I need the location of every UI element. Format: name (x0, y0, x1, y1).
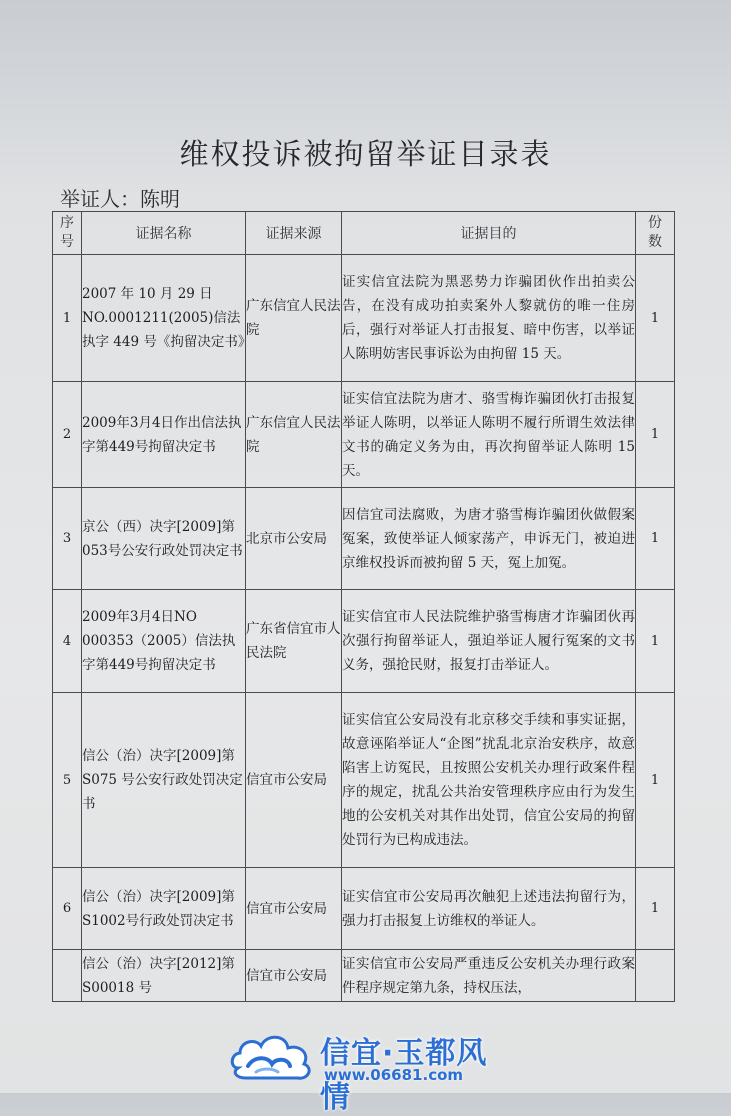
row-copies: 1 (636, 868, 675, 950)
row-evidence-source: 广东省信宜市人民法院 (246, 590, 342, 693)
header-copies-line2: 数 (648, 234, 662, 250)
row-evidence-name: 信公（治）决字[2009]第S1002号行政处罚决定书 (82, 868, 246, 950)
row-evidence-source: 广东信宜人民法院 (246, 382, 342, 488)
header-copies-line1: 份 (648, 215, 662, 231)
table-row (53, 382, 675, 488)
table-header-row (53, 212, 675, 255)
header-index-line2: 号 (60, 234, 74, 250)
watermark-text: 信宜·玉都风情 (320, 1036, 488, 1115)
row-copies: 1 (636, 382, 675, 488)
row-evidence-name: 2009年3月4日NO 000353（2005）信法执字第449号拘留决定书 (82, 590, 246, 693)
row-evidence-purpose: 证实信宜市人民法院维护骆雪梅唐才诈骗团伙再次强行拘留举证人，强迫举证人履行冤案的文书义务，强抢民财，报复打击举证人。 (342, 590, 636, 693)
header-name: 证据名称 (82, 212, 246, 255)
site-watermark (228, 1024, 518, 1115)
row-copies: 1 (636, 693, 675, 868)
table-row (53, 255, 675, 382)
prover-line: 举证人：陈明 (60, 187, 180, 211)
row-evidence-source: 广东信宜人民法院 (246, 255, 342, 382)
row-evidence-source: 信宜市公安局 (246, 950, 342, 1002)
header-copies (636, 212, 675, 255)
row-evidence-purpose: 证实信宜市公安局再次触犯上述违法拘留行为，强力打击报复上访维权的举证人。 (342, 868, 636, 950)
table-row (53, 868, 675, 950)
row-index (53, 950, 82, 1002)
row-evidence-name: 信公（治）决字[2009]第 S075 号公安行政处罚决定书 (82, 693, 246, 868)
row-copies (636, 950, 675, 1002)
row-evidence-purpose: 因信宜司法腐败，为唐才骆雪梅诈骗团伙做假案冤案，致使举证人倾家荡产，申诉无门，被迫进京维权投诉而被拘留 5 天，冤上加冤。 (342, 488, 636, 590)
row-index: 4 (53, 590, 82, 693)
row-copies: 1 (636, 590, 675, 693)
row-evidence-source: 北京市公安局 (246, 488, 342, 590)
row-evidence-purpose: 证实信宜公安局没有北京移交手续和事实证据，故意诬陷举证人“企图”扰乱北京治安秩序，故意陷害上访冤民，且按照公安机关办理行政案件程序的规定，扰乱公共治安管理秩序应由行为发生地的公安机关对其作出处罚，信宜公安局的拘留处罚行为已构成违法。 (342, 693, 636, 868)
row-evidence-source: 信宜市公安局 (246, 693, 342, 868)
table-row (53, 950, 675, 1002)
row-index: 1 (53, 255, 82, 382)
row-evidence-name: 2009年3月4日作出信法执字第449号拘留决定书 (82, 382, 246, 488)
document-title: 维权投诉被拘留举证目录表 (179, 137, 552, 171)
row-evidence-purpose: 证实信宜市公安局严重违反公安机关办理行政案件程序规定第九条，持权压法， (342, 950, 636, 1002)
row-evidence-purpose: 证实信宜法院为黑恶势力诈骗团伙作出拍卖公告，在没有成功拍卖案外人黎就仿的唯一住房后，强行对举证人打击报复、暗中伤害，以举证人陈明妨害民事诉讼为由拘留 15 天。 (342, 255, 636, 382)
row-evidence-source: 信宜市公安局 (246, 868, 342, 950)
row-copies: 1 (636, 488, 675, 590)
row-evidence-purpose: 证实信宜法院为唐才、骆雪梅诈骗团伙打击报复举证人陈明，以举证人陈明不履行所谓生效法律文书的确定义务为由，再次拘留举证人陈明 15 天。 (342, 382, 636, 488)
row-index: 2 (53, 382, 82, 488)
table-row (53, 488, 675, 590)
row-evidence-name: 京公（西）决字[2009]第053号公安行政处罚决定书 (82, 488, 246, 590)
header-index-line1: 序 (60, 215, 74, 231)
row-copies: 1 (636, 255, 675, 382)
watermark-url: www.06681.com (324, 1066, 464, 1084)
table-row (53, 693, 675, 868)
table-row (53, 590, 675, 693)
row-index: 6 (53, 868, 82, 950)
cloud-logo-icon (228, 1028, 316, 1086)
row-evidence-name: 信公（治）决字[2012]第 S00018 号 (82, 950, 246, 1002)
row-evidence-name: 2007 年 10 月 29 日NO.0001211(2005)信法执字 449 号《拘留决定书》 (82, 255, 246, 382)
row-index: 3 (53, 488, 82, 590)
header-index (53, 212, 82, 255)
row-index: 5 (53, 693, 82, 868)
header-source: 证据来源 (246, 212, 342, 255)
evidence-table (52, 211, 675, 1002)
header-purpose: 证据目的 (342, 212, 636, 255)
